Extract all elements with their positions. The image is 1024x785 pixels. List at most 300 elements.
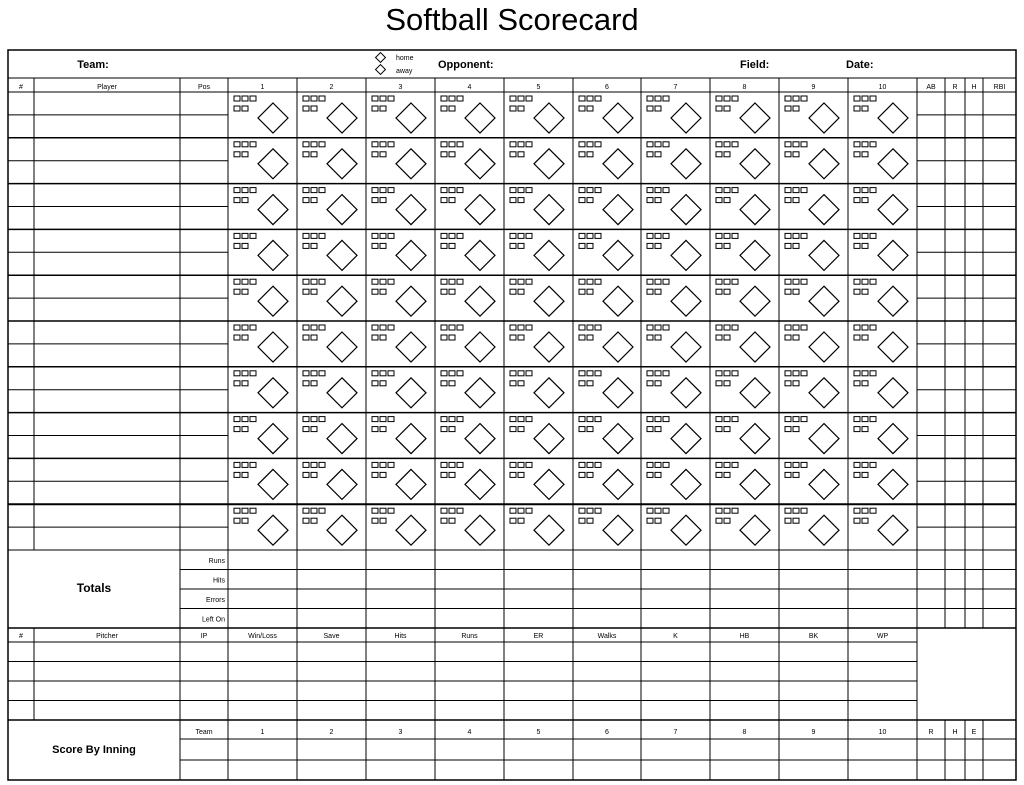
count-box[interactable] (587, 152, 593, 157)
count-box[interactable] (732, 233, 738, 238)
count-box[interactable] (724, 106, 730, 111)
count-box[interactable] (380, 279, 386, 284)
count-box[interactable] (862, 335, 868, 340)
count-box[interactable] (663, 233, 669, 238)
count-box[interactable] (862, 243, 868, 248)
count-box[interactable] (303, 188, 309, 193)
count-box[interactable] (449, 243, 455, 248)
count-box[interactable] (655, 462, 661, 467)
count-box[interactable] (870, 462, 876, 467)
count-box[interactable] (303, 198, 309, 203)
at-bat-cell[interactable] (441, 142, 495, 179)
diamond-icon[interactable] (809, 195, 839, 225)
diamond-icon[interactable] (809, 103, 839, 133)
at-bat-cell[interactable] (716, 142, 770, 179)
count-box[interactable] (518, 381, 524, 386)
count-box[interactable] (518, 427, 524, 432)
at-bat-cell[interactable] (647, 462, 701, 499)
count-box[interactable] (579, 325, 585, 330)
count-box[interactable] (579, 335, 585, 340)
count-box[interactable] (801, 508, 807, 513)
at-bat-cell[interactable] (785, 233, 839, 270)
count-box[interactable] (716, 508, 722, 513)
count-box[interactable] (518, 198, 524, 203)
count-box[interactable] (250, 96, 256, 101)
count-box[interactable] (510, 462, 516, 467)
count-box[interactable] (441, 289, 447, 294)
count-box[interactable] (663, 508, 669, 513)
count-box[interactable] (793, 279, 799, 284)
at-bat-cell[interactable] (510, 462, 564, 499)
count-box[interactable] (716, 233, 722, 238)
count-box[interactable] (579, 381, 585, 386)
count-box[interactable] (655, 243, 661, 248)
count-box[interactable] (793, 106, 799, 111)
count-box[interactable] (854, 142, 860, 147)
diamond-icon[interactable] (878, 469, 908, 499)
diamond-icon[interactable] (740, 195, 770, 225)
diamond-icon[interactable] (327, 195, 357, 225)
count-box[interactable] (862, 427, 868, 432)
diamond-icon[interactable] (671, 515, 701, 545)
count-box[interactable] (449, 472, 455, 477)
diamond-icon[interactable] (603, 424, 633, 454)
count-box[interactable] (870, 188, 876, 193)
diamond-icon[interactable] (671, 240, 701, 270)
diamond-icon[interactable] (534, 195, 564, 225)
at-bat-cell[interactable] (303, 371, 357, 408)
count-box[interactable] (854, 198, 860, 203)
count-box[interactable] (303, 518, 309, 523)
count-box[interactable] (510, 233, 516, 238)
count-box[interactable] (716, 243, 722, 248)
at-bat-cell[interactable] (303, 417, 357, 454)
count-box[interactable] (303, 335, 309, 340)
count-box[interactable] (319, 462, 325, 467)
diamond-icon[interactable] (465, 424, 495, 454)
count-box[interactable] (250, 508, 256, 513)
count-box[interactable] (732, 325, 738, 330)
count-box[interactable] (449, 279, 455, 284)
at-bat-cell[interactable] (234, 371, 288, 408)
at-bat-cell[interactable] (372, 508, 426, 545)
count-box[interactable] (732, 508, 738, 513)
count-box[interactable] (655, 106, 661, 111)
count-box[interactable] (785, 472, 791, 477)
count-box[interactable] (234, 106, 240, 111)
count-box[interactable] (579, 462, 585, 467)
at-bat-cell[interactable] (785, 279, 839, 316)
at-bat-cell[interactable] (303, 142, 357, 179)
diamond-icon[interactable] (878, 195, 908, 225)
count-box[interactable] (870, 96, 876, 101)
diamond-icon[interactable] (327, 515, 357, 545)
count-box[interactable] (234, 243, 240, 248)
at-bat-cell[interactable] (716, 462, 770, 499)
count-box[interactable] (655, 518, 661, 523)
count-box[interactable] (388, 142, 394, 147)
diamond-icon[interactable] (534, 103, 564, 133)
diamond-icon[interactable] (671, 103, 701, 133)
count-box[interactable] (595, 96, 601, 101)
count-box[interactable] (526, 96, 532, 101)
at-bat-cell[interactable] (372, 279, 426, 316)
count-box[interactable] (303, 289, 309, 294)
count-box[interactable] (441, 198, 447, 203)
count-box[interactable] (716, 518, 722, 523)
at-bat-cell[interactable] (510, 233, 564, 270)
at-bat-cell[interactable] (716, 96, 770, 133)
count-box[interactable] (655, 472, 661, 477)
count-box[interactable] (319, 417, 325, 422)
count-box[interactable] (862, 289, 868, 294)
count-box[interactable] (250, 371, 256, 376)
count-box[interactable] (372, 381, 378, 386)
count-box[interactable] (441, 96, 447, 101)
count-box[interactable] (449, 233, 455, 238)
diamond-icon[interactable] (603, 469, 633, 499)
count-box[interactable] (647, 96, 653, 101)
diamond-icon[interactable] (465, 515, 495, 545)
count-box[interactable] (587, 381, 593, 386)
diamond-icon[interactable] (258, 240, 288, 270)
diamond-icon[interactable] (396, 515, 426, 545)
count-box[interactable] (716, 106, 722, 111)
at-bat-cell[interactable] (785, 96, 839, 133)
count-box[interactable] (724, 335, 730, 340)
count-box[interactable] (862, 279, 868, 284)
count-box[interactable] (510, 243, 516, 248)
count-box[interactable] (242, 417, 248, 422)
count-box[interactable] (380, 325, 386, 330)
at-bat-cell[interactable] (372, 462, 426, 499)
count-box[interactable] (311, 106, 317, 111)
diamond-icon[interactable] (740, 378, 770, 408)
diamond-icon[interactable] (809, 515, 839, 545)
count-box[interactable] (862, 188, 868, 193)
count-box[interactable] (724, 472, 730, 477)
count-box[interactable] (311, 198, 317, 203)
count-box[interactable] (311, 335, 317, 340)
diamond-icon[interactable] (534, 469, 564, 499)
count-box[interactable] (655, 279, 661, 284)
at-bat-cell[interactable] (234, 325, 288, 362)
count-box[interactable] (441, 472, 447, 477)
count-box[interactable] (303, 508, 309, 513)
count-box[interactable] (242, 518, 248, 523)
at-bat-cell[interactable] (234, 279, 288, 316)
count-box[interactable] (250, 462, 256, 467)
diamond-icon[interactable] (809, 240, 839, 270)
at-bat-cell[interactable] (785, 325, 839, 362)
count-box[interactable] (234, 472, 240, 477)
count-box[interactable] (854, 371, 860, 376)
count-box[interactable] (655, 96, 661, 101)
count-box[interactable] (311, 508, 317, 513)
count-box[interactable] (854, 335, 860, 340)
count-box[interactable] (449, 335, 455, 340)
count-box[interactable] (595, 462, 601, 467)
at-bat-cell[interactable] (234, 233, 288, 270)
count-box[interactable] (793, 325, 799, 330)
at-bat-cell[interactable] (510, 142, 564, 179)
count-box[interactable] (785, 381, 791, 386)
count-box[interactable] (587, 518, 593, 523)
count-box[interactable] (647, 325, 653, 330)
count-box[interactable] (510, 371, 516, 376)
at-bat-cell[interactable] (372, 325, 426, 362)
count-box[interactable] (793, 417, 799, 422)
count-box[interactable] (234, 335, 240, 340)
count-box[interactable] (380, 462, 386, 467)
count-box[interactable] (595, 508, 601, 513)
count-box[interactable] (303, 427, 309, 432)
count-box[interactable] (655, 508, 661, 513)
diamond-icon[interactable] (878, 149, 908, 179)
count-box[interactable] (716, 472, 722, 477)
at-bat-cell[interactable] (716, 371, 770, 408)
count-box[interactable] (655, 381, 661, 386)
at-bat-cell[interactable] (647, 96, 701, 133)
count-box[interactable] (854, 381, 860, 386)
at-bat-cell[interactable] (647, 417, 701, 454)
count-box[interactable] (441, 233, 447, 238)
at-bat-cell[interactable] (785, 142, 839, 179)
count-box[interactable] (716, 427, 722, 432)
count-box[interactable] (441, 243, 447, 248)
count-box[interactable] (587, 106, 593, 111)
count-box[interactable] (510, 96, 516, 101)
diamond-icon[interactable] (327, 424, 357, 454)
count-box[interactable] (801, 233, 807, 238)
count-box[interactable] (854, 417, 860, 422)
count-box[interactable] (457, 279, 463, 284)
count-box[interactable] (854, 96, 860, 101)
at-bat-cell[interactable] (579, 371, 633, 408)
count-box[interactable] (587, 142, 593, 147)
count-box[interactable] (785, 335, 791, 340)
count-box[interactable] (518, 106, 524, 111)
diamond-icon[interactable] (809, 378, 839, 408)
count-box[interactable] (234, 417, 240, 422)
count-box[interactable] (724, 381, 730, 386)
count-box[interactable] (716, 142, 722, 147)
count-box[interactable] (518, 233, 524, 238)
count-box[interactable] (441, 335, 447, 340)
count-box[interactable] (647, 381, 653, 386)
count-box[interactable] (579, 188, 585, 193)
at-bat-cell[interactable] (303, 96, 357, 133)
count-box[interactable] (587, 335, 593, 340)
count-box[interactable] (724, 142, 730, 147)
count-box[interactable] (518, 243, 524, 248)
at-bat-cell[interactable] (510, 188, 564, 225)
at-bat-cell[interactable] (854, 96, 908, 133)
diamond-icon[interactable] (740, 515, 770, 545)
count-box[interactable] (380, 427, 386, 432)
count-box[interactable] (311, 152, 317, 157)
count-box[interactable] (655, 198, 661, 203)
at-bat-cell[interactable] (716, 508, 770, 545)
count-box[interactable] (793, 371, 799, 376)
count-box[interactable] (250, 279, 256, 284)
at-bat-cell[interactable] (510, 279, 564, 316)
count-box[interactable] (716, 417, 722, 422)
count-box[interactable] (732, 417, 738, 422)
diamond-icon[interactable] (396, 240, 426, 270)
count-box[interactable] (449, 152, 455, 157)
diamond-icon[interactable] (258, 332, 288, 362)
at-bat-cell[interactable] (234, 417, 288, 454)
diamond-icon[interactable] (740, 424, 770, 454)
count-box[interactable] (242, 279, 248, 284)
count-box[interactable] (380, 472, 386, 477)
at-bat-cell[interactable] (441, 325, 495, 362)
count-box[interactable] (234, 289, 240, 294)
at-bat-cell[interactable] (854, 462, 908, 499)
count-box[interactable] (242, 472, 248, 477)
count-box[interactable] (319, 142, 325, 147)
count-box[interactable] (854, 243, 860, 248)
count-box[interactable] (595, 188, 601, 193)
count-box[interactable] (732, 96, 738, 101)
count-box[interactable] (647, 417, 653, 422)
diamond-icon[interactable] (603, 286, 633, 316)
count-box[interactable] (587, 472, 593, 477)
count-box[interactable] (380, 233, 386, 238)
count-box[interactable] (311, 462, 317, 467)
count-box[interactable] (870, 417, 876, 422)
count-box[interactable] (526, 142, 532, 147)
count-box[interactable] (587, 96, 593, 101)
at-bat-cell[interactable] (579, 96, 633, 133)
count-box[interactable] (647, 243, 653, 248)
count-box[interactable] (663, 279, 669, 284)
count-box[interactable] (663, 462, 669, 467)
count-box[interactable] (663, 371, 669, 376)
count-box[interactable] (303, 371, 309, 376)
count-box[interactable] (579, 233, 585, 238)
count-box[interactable] (242, 233, 248, 238)
count-box[interactable] (655, 325, 661, 330)
at-bat-cell[interactable] (854, 417, 908, 454)
count-box[interactable] (801, 279, 807, 284)
count-box[interactable] (303, 279, 309, 284)
at-bat-cell[interactable] (372, 417, 426, 454)
count-box[interactable] (724, 427, 730, 432)
count-box[interactable] (380, 381, 386, 386)
count-box[interactable] (510, 289, 516, 294)
count-box[interactable] (793, 198, 799, 203)
count-box[interactable] (526, 325, 532, 330)
count-box[interactable] (793, 188, 799, 193)
at-bat-cell[interactable] (303, 188, 357, 225)
count-box[interactable] (311, 427, 317, 432)
at-bat-cell[interactable] (234, 142, 288, 179)
count-box[interactable] (449, 518, 455, 523)
count-box[interactable] (242, 243, 248, 248)
count-box[interactable] (518, 335, 524, 340)
count-box[interactable] (579, 371, 585, 376)
count-box[interactable] (647, 518, 653, 523)
at-bat-cell[interactable] (441, 417, 495, 454)
at-bat-cell[interactable] (716, 417, 770, 454)
count-box[interactable] (319, 371, 325, 376)
count-box[interactable] (647, 142, 653, 147)
count-box[interactable] (854, 325, 860, 330)
count-box[interactable] (234, 427, 240, 432)
count-box[interactable] (716, 96, 722, 101)
at-bat-cell[interactable] (372, 371, 426, 408)
diamond-icon[interactable] (878, 378, 908, 408)
count-box[interactable] (510, 188, 516, 193)
diamond-icon[interactable] (465, 286, 495, 316)
count-box[interactable] (716, 289, 722, 294)
count-box[interactable] (579, 96, 585, 101)
count-box[interactable] (441, 462, 447, 467)
count-box[interactable] (303, 381, 309, 386)
count-box[interactable] (518, 325, 524, 330)
count-box[interactable] (785, 233, 791, 238)
count-box[interactable] (510, 508, 516, 513)
count-box[interactable] (595, 142, 601, 147)
count-box[interactable] (380, 417, 386, 422)
diamond-icon[interactable] (465, 103, 495, 133)
at-bat-cell[interactable] (234, 96, 288, 133)
count-box[interactable] (388, 233, 394, 238)
count-box[interactable] (234, 371, 240, 376)
count-box[interactable] (801, 371, 807, 376)
diamond-icon[interactable] (809, 332, 839, 362)
at-bat-cell[interactable] (647, 371, 701, 408)
diamond-icon[interactable] (603, 240, 633, 270)
count-box[interactable] (510, 325, 516, 330)
count-box[interactable] (372, 106, 378, 111)
at-bat-cell[interactable] (510, 417, 564, 454)
diamond-icon[interactable] (671, 286, 701, 316)
count-box[interactable] (862, 462, 868, 467)
diamond-icon[interactable] (740, 332, 770, 362)
diamond-icon[interactable] (396, 286, 426, 316)
count-box[interactable] (380, 96, 386, 101)
count-box[interactable] (724, 289, 730, 294)
diamond-icon[interactable] (671, 149, 701, 179)
count-box[interactable] (234, 233, 240, 238)
diamond-icon[interactable] (258, 424, 288, 454)
count-box[interactable] (655, 152, 661, 157)
count-box[interactable] (372, 417, 378, 422)
count-box[interactable] (372, 371, 378, 376)
count-box[interactable] (647, 508, 653, 513)
count-box[interactable] (518, 152, 524, 157)
count-box[interactable] (234, 152, 240, 157)
at-bat-cell[interactable] (716, 188, 770, 225)
at-bat-cell[interactable] (441, 462, 495, 499)
count-box[interactable] (319, 325, 325, 330)
at-bat-cell[interactable] (579, 233, 633, 270)
count-box[interactable] (785, 198, 791, 203)
count-box[interactable] (716, 188, 722, 193)
count-box[interactable] (526, 371, 532, 376)
at-bat-cell[interactable] (854, 233, 908, 270)
count-box[interactable] (518, 462, 524, 467)
count-box[interactable] (579, 472, 585, 477)
count-box[interactable] (518, 142, 524, 147)
count-box[interactable] (242, 106, 248, 111)
diamond-icon[interactable] (603, 515, 633, 545)
count-box[interactable] (862, 518, 868, 523)
count-box[interactable] (732, 279, 738, 284)
